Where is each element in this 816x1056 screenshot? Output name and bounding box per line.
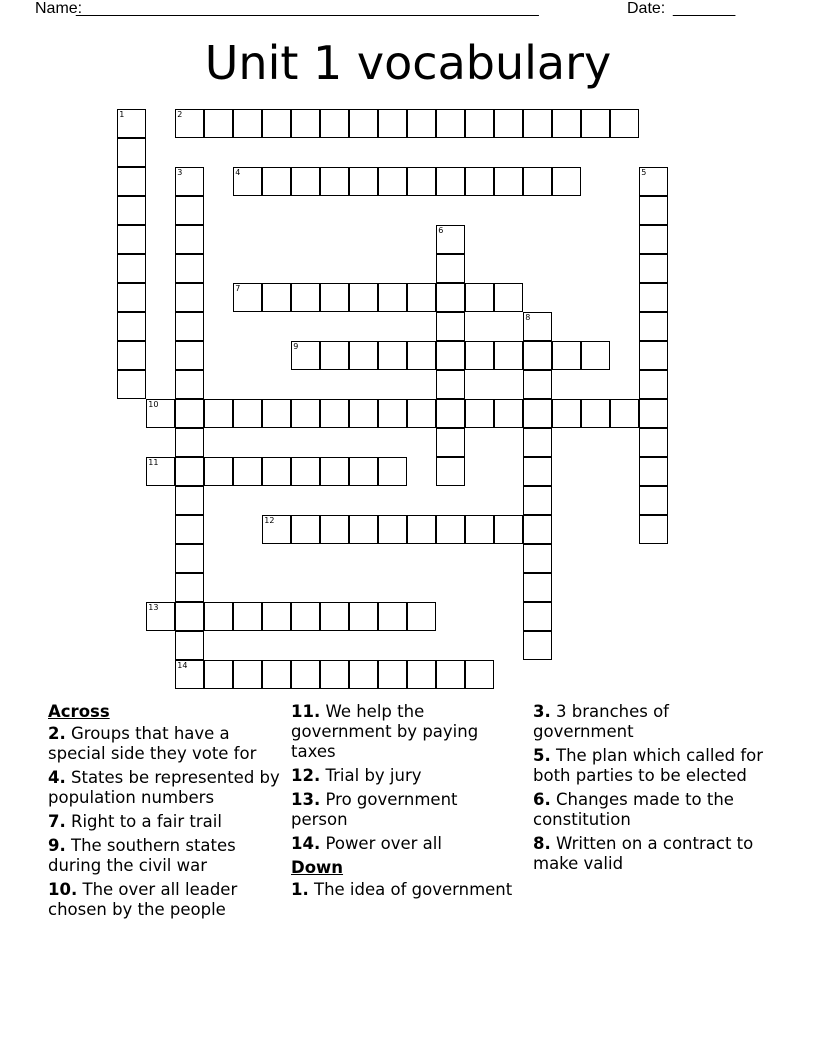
grid-cell[interactable] — [407, 167, 436, 196]
grid-cell[interactable] — [233, 109, 262, 138]
grid-cell[interactable] — [175, 515, 204, 544]
clue-across: 13. Pro government person — [291, 790, 458, 829]
grid-cell[interactable] — [320, 167, 349, 196]
grid-cell[interactable] — [581, 399, 610, 428]
clue-down: 3. 3 branches of government — [533, 702, 669, 741]
grid-cell[interactable] — [320, 341, 349, 370]
grid-cell[interactable] — [233, 167, 262, 196]
grid-cell[interactable] — [523, 515, 552, 544]
grid-cell[interactable] — [436, 109, 465, 138]
grid-cell[interactable] — [639, 167, 668, 196]
grid-cell[interactable] — [175, 457, 204, 486]
name-label: Name: — [35, 0, 83, 17]
grid-cell[interactable] — [117, 167, 146, 196]
clue-number: 13 — [148, 603, 159, 613]
clue-number: 11 — [148, 458, 159, 468]
grid-cell[interactable] — [117, 283, 146, 312]
grid-cell[interactable] — [407, 341, 436, 370]
grid-cell[interactable] — [175, 109, 204, 138]
grid-cell[interactable] — [523, 631, 552, 660]
grid-cell[interactable] — [523, 457, 552, 486]
grid-cell[interactable] — [639, 196, 668, 225]
grid-cell[interactable] — [639, 428, 668, 457]
grid-cell[interactable] — [436, 167, 465, 196]
grid-cell[interactable] — [175, 428, 204, 457]
clue-down: 1. The idea of government — [291, 880, 513, 899]
clue-number: 1 — [119, 110, 125, 120]
grid-cell[interactable] — [320, 660, 349, 689]
grid-cell[interactable] — [378, 515, 407, 544]
grid-cell[interactable] — [407, 399, 436, 428]
grid-cell[interactable] — [639, 515, 668, 544]
clue-down: 5. The plan which called for both parties to be elected — [533, 746, 764, 785]
clue-down: 6. Changes made to the constitution — [533, 790, 734, 829]
grid-cell[interactable] — [436, 428, 465, 457]
grid-cell[interactable] — [523, 109, 552, 138]
grid-cell[interactable] — [436, 225, 465, 254]
grid-cell[interactable] — [581, 341, 610, 370]
grid-cell[interactable] — [523, 573, 552, 602]
grid-cell[interactable] — [349, 515, 378, 544]
grid-cell[interactable] — [320, 515, 349, 544]
grid-cell[interactable] — [262, 457, 291, 486]
grid-cell[interactable] — [233, 457, 262, 486]
grid-cell[interactable] — [436, 457, 465, 486]
clue-number: 7 — [235, 284, 241, 294]
grid-cell[interactable] — [146, 457, 175, 486]
grid-cell[interactable] — [204, 457, 233, 486]
grid-cell[interactable] — [262, 515, 291, 544]
grid-cell[interactable] — [175, 631, 204, 660]
grid-cell[interactable] — [407, 515, 436, 544]
grid-cell[interactable] — [262, 660, 291, 689]
grid-cell[interactable] — [349, 283, 378, 312]
grid-cell[interactable] — [117, 109, 146, 138]
grid-cell[interactable] — [523, 312, 552, 341]
grid-cell[interactable] — [407, 602, 436, 631]
grid-cell[interactable] — [378, 341, 407, 370]
grid-cell[interactable] — [465, 109, 494, 138]
clue-number: 12 — [264, 516, 275, 526]
grid-cell[interactable] — [639, 399, 668, 428]
grid-cell[interactable] — [233, 399, 262, 428]
clue-number: 8 — [525, 313, 531, 323]
grid-cell[interactable] — [436, 254, 465, 283]
clue-number: 5 — [641, 168, 647, 178]
grid-cell[interactable] — [320, 602, 349, 631]
date-field[interactable]: _______ — [673, 0, 736, 17]
grid-cell[interactable] — [639, 312, 668, 341]
grid-cell[interactable] — [436, 660, 465, 689]
grid-cell[interactable] — [204, 602, 233, 631]
grid-cell[interactable] — [378, 602, 407, 631]
grid-cell[interactable] — [349, 109, 378, 138]
grid-cell[interactable] — [639, 254, 668, 283]
grid-cell[interactable] — [320, 457, 349, 486]
grid-cell[interactable] — [262, 399, 291, 428]
grid-cell[interactable] — [523, 399, 552, 428]
clue-across: 10. The over all leader chosen by the people — [48, 880, 238, 919]
grid-cell[interactable] — [581, 109, 610, 138]
grid-cell[interactable] — [175, 312, 204, 341]
grid-cell[interactable] — [175, 167, 204, 196]
grid-cell[interactable] — [436, 312, 465, 341]
grid-cell[interactable] — [291, 515, 320, 544]
grid-cell[interactable] — [291, 283, 320, 312]
grid-cell[interactable] — [175, 196, 204, 225]
grid-cell[interactable] — [204, 109, 233, 138]
grid-cell[interactable] — [175, 225, 204, 254]
page-title: Unit 1 vocabulary — [204, 36, 612, 90]
clue-across: 9. The southern states during the civil war — [48, 836, 236, 875]
grid-cell[interactable] — [349, 457, 378, 486]
clues-column-2 — [291, 702, 516, 904]
clue-number: 10 — [148, 400, 159, 410]
grid-cell[interactable] — [117, 196, 146, 225]
grid-cell[interactable] — [233, 660, 262, 689]
grid-cell[interactable] — [465, 660, 494, 689]
grid-cell[interactable] — [610, 399, 639, 428]
grid-cell[interactable] — [465, 283, 494, 312]
grid-cell[interactable] — [204, 399, 233, 428]
clues-column-1 — [48, 702, 283, 924]
grid-cell[interactable] — [117, 370, 146, 399]
clue-across: 12. Trial by jury — [291, 766, 422, 785]
grid-cell[interactable] — [378, 660, 407, 689]
down-heading: Down — [291, 858, 344, 877]
grid-cell[interactable] — [436, 399, 465, 428]
grid-cell[interactable] — [436, 515, 465, 544]
grid-cell[interactable] — [465, 515, 494, 544]
grid-cell[interactable] — [639, 283, 668, 312]
grid-cell[interactable] — [494, 109, 523, 138]
clues-column-3 — [533, 702, 773, 878]
clue-number: 3 — [177, 168, 183, 178]
grid-cell[interactable] — [117, 138, 146, 167]
clue-across: 7. Right to a fair trail — [48, 812, 222, 831]
grid-cell[interactable] — [378, 283, 407, 312]
grid-cell[interactable] — [146, 399, 175, 428]
date-label: Date: — [627, 0, 666, 17]
grid-cell[interactable] — [204, 660, 233, 689]
grid-cell[interactable] — [175, 486, 204, 515]
grid-cell[interactable] — [233, 283, 262, 312]
grid-cell[interactable] — [378, 109, 407, 138]
grid-cell[interactable] — [175, 399, 204, 428]
clue-number: 4 — [235, 168, 241, 178]
grid-cell[interactable] — [320, 109, 349, 138]
clue-across: 14. Power over all — [291, 834, 442, 853]
grid-cell[interactable] — [523, 341, 552, 370]
grid-cell[interactable] — [262, 283, 291, 312]
grid-cell[interactable] — [639, 486, 668, 515]
grid-cell[interactable] — [436, 341, 465, 370]
grid-cell[interactable] — [262, 167, 291, 196]
grid-cell[interactable] — [523, 602, 552, 631]
grid-cell[interactable] — [494, 167, 523, 196]
grid-cell[interactable] — [523, 370, 552, 399]
grid-cell[interactable] — [233, 602, 262, 631]
grid-cell[interactable] — [320, 283, 349, 312]
grid-cell[interactable] — [523, 428, 552, 457]
grid-cell[interactable] — [117, 225, 146, 254]
grid-cell[interactable] — [494, 341, 523, 370]
grid-cell[interactable] — [175, 660, 204, 689]
grid-cell[interactable] — [175, 283, 204, 312]
clue-across: 4. States be represented by population numbers — [48, 768, 280, 807]
clue-number: 2 — [177, 110, 183, 120]
grid-cell[interactable] — [117, 312, 146, 341]
grid-cell[interactable] — [523, 544, 552, 573]
grid-cell[interactable] — [610, 109, 639, 138]
grid-cell[interactable] — [117, 341, 146, 370]
grid-cell[interactable] — [175, 573, 204, 602]
grid-cell[interactable] — [494, 515, 523, 544]
grid-cell[interactable] — [291, 167, 320, 196]
grid-cell[interactable] — [291, 399, 320, 428]
grid-cell[interactable] — [465, 167, 494, 196]
grid-cell[interactable] — [291, 341, 320, 370]
grid-cell[interactable] — [146, 602, 175, 631]
grid-cell[interactable] — [552, 341, 581, 370]
grid-cell[interactable] — [639, 225, 668, 254]
grid-cell[interactable] — [349, 660, 378, 689]
name-field[interactable]: ____________________________________________________ — [76, 0, 539, 17]
grid-cell[interactable] — [378, 399, 407, 428]
across-heading: Across — [48, 702, 110, 721]
grid-cell[interactable] — [378, 457, 407, 486]
clue-down: 8. Written on a contract to make valid — [533, 834, 754, 873]
grid-cell[interactable] — [407, 109, 436, 138]
grid-cell[interactable] — [175, 341, 204, 370]
clue-across: 11. We help the government by paying taxes — [291, 702, 479, 761]
grid-cell[interactable] — [407, 283, 436, 312]
grid-cell[interactable] — [465, 399, 494, 428]
grid-cell[interactable] — [378, 167, 407, 196]
grid-cell[interactable] — [262, 109, 291, 138]
grid-cell[interactable] — [349, 341, 378, 370]
grid-cell[interactable] — [291, 660, 320, 689]
grid-cell[interactable] — [320, 399, 349, 428]
grid-cell[interactable] — [523, 167, 552, 196]
clue-number: 9 — [293, 342, 299, 352]
grid-cell[interactable] — [117, 254, 146, 283]
grid-cell[interactable] — [494, 399, 523, 428]
grid-cell[interactable] — [552, 399, 581, 428]
grid-cell[interactable] — [639, 370, 668, 399]
grid-cell[interactable] — [436, 370, 465, 399]
clue-number: 14 — [177, 661, 188, 671]
grid-cell[interactable] — [436, 283, 465, 312]
grid-cell[interactable] — [175, 544, 204, 573]
grid-cell[interactable] — [349, 399, 378, 428]
grid-cell[interactable] — [639, 341, 668, 370]
grid-cell[interactable] — [175, 254, 204, 283]
grid-cell[interactable] — [349, 167, 378, 196]
grid-cell[interactable] — [175, 602, 204, 631]
grid-cell[interactable] — [523, 486, 552, 515]
clue-across: 2. Groups that have a special side they vote for — [48, 724, 257, 763]
grid-cell[interactable] — [349, 602, 378, 631]
clue-number: 6 — [438, 226, 444, 236]
grid-cell[interactable] — [262, 602, 291, 631]
grid-cell[interactable] — [639, 457, 668, 486]
grid-cell[interactable] — [175, 370, 204, 399]
grid-cell[interactable] — [291, 109, 320, 138]
grid-cell[interactable] — [291, 602, 320, 631]
grid-cell[interactable] — [494, 283, 523, 312]
grid-cell[interactable] — [465, 341, 494, 370]
grid-cell[interactable] — [552, 109, 581, 138]
grid-cell[interactable] — [291, 457, 320, 486]
grid-cell[interactable] — [407, 660, 436, 689]
grid-cell[interactable] — [552, 167, 581, 196]
